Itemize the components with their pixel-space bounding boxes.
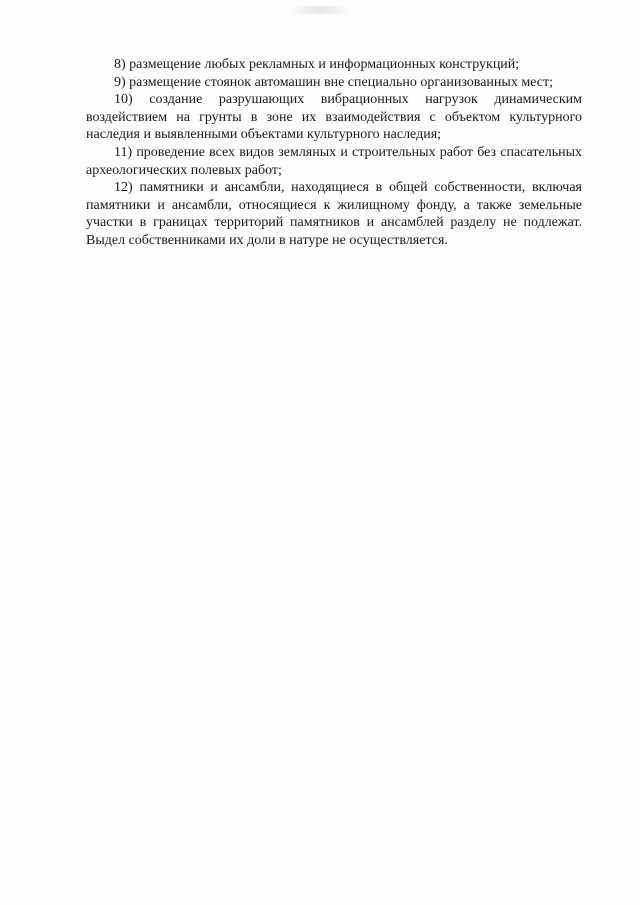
list-item-10: 10) создание разрушающих вибрационных нагрузок динамическим воздействием на грунты в зоне их взаимодействия с объектом культурного наследия и выявленными объектами культурного наследия; [86, 92, 582, 143]
list-item-8: 8) размещение любых рекламных и информационных конструкций; [114, 57, 520, 72]
list-item-12: 12) памятники и ансамбли, находящиеся в общей собственности, включая памятники и ансамбли, относящиеся к жилищному фонду, а также земельные участки в границах территорий памятников и ансамблей разделу не подлежат. Выдел собственниками их доли в натуре не осуществляется. [86, 180, 582, 248]
scan-artifact [290, 6, 350, 14]
document-body [86, 56, 582, 250]
list-item-9: 9) размещение стоянок автомашин вне специально организованных мест; [114, 74, 553, 90]
list-item-11: 11) проведение всех видов земляных и строительных работ без спасательных археологических полевых работ; [86, 144, 582, 178]
